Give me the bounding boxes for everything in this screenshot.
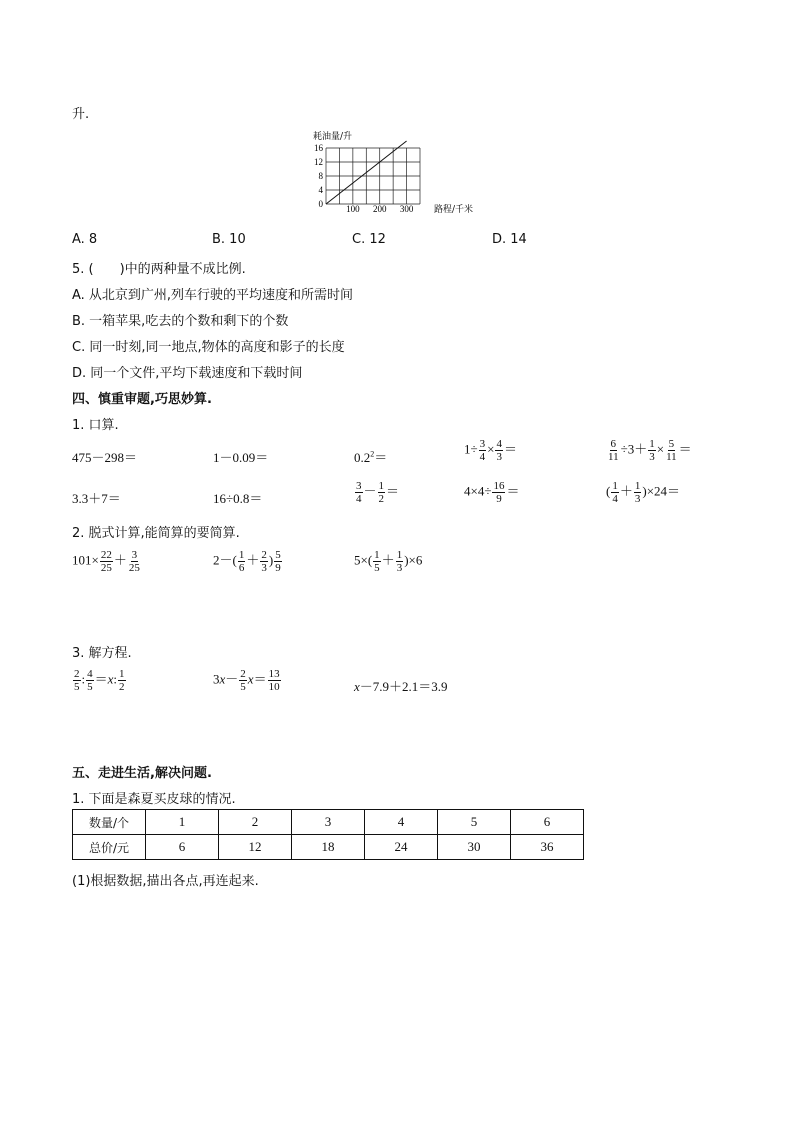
eq-1: $\frac{2}{5}$ : $\frac{4}{5}$ ＝x: $\frac{1}{2}$ <box>74 668 125 693</box>
fuel-graph <box>305 128 495 218</box>
y-tick-label: 12 <box>314 157 323 167</box>
table-cell: 36 <box>511 835 584 860</box>
table-cell: 5 <box>438 810 511 835</box>
eq-3: x－7.9＋2.1＝3.9 <box>354 679 448 694</box>
eq-2: 3x－ $\frac{2}{5}$ x＝ $\frac{13}{10}$ <box>213 668 280 693</box>
table-cell: 12 <box>219 835 292 860</box>
q5-option-d: D. 同一个文件,平均下载速度和下载时间 <box>72 366 303 381</box>
graph-grid <box>326 148 420 204</box>
table-cell: 4 <box>365 810 438 835</box>
oral-b3: $\frac{3}{4}$ － $\frac{1}{2}$ ＝ <box>356 480 400 505</box>
q4-option-c: C. 12 <box>352 232 386 247</box>
oral-b5: ( $\frac{1}{4}$ ＋ $\frac{1}{3}$ )×24＝ <box>606 480 681 505</box>
steps-3: 5×( $\frac{1}{5}$ ＋ $\frac{1}{3}$ )×6 <box>354 549 423 574</box>
section5-q1: 1. 下面是森夏买皮球的情况. <box>72 792 236 807</box>
table-cell: 6 <box>511 810 584 835</box>
q4-option-a: A. 8 <box>72 232 98 247</box>
q4-option-d: D. 14 <box>492 232 527 247</box>
table-row <box>73 835 584 860</box>
purchase-table <box>72 809 584 860</box>
table-cell: 30 <box>438 835 511 860</box>
intro-tail: 升. <box>72 107 90 122</box>
oral-a3-exp: 2 <box>370 449 375 459</box>
section4-title: 四、慎重审题,巧思妙算. <box>72 392 212 407</box>
graph-ylabel: 耗油量/升 <box>313 132 353 142</box>
section5-title: 五、走进生活,解决问题. <box>72 766 212 781</box>
oral-a3-base: 0.2 <box>354 450 371 465</box>
table-header-count: 数量/个 <box>73 810 146 835</box>
steps-1: 101× $\frac{22}{25}$ ＋ $\frac{3}{25}$ <box>72 549 140 574</box>
y-tick-label: 8 <box>318 171 323 181</box>
table-cell: 18 <box>292 835 365 860</box>
q5-option-c: C. 同一时刻,同一地点,物体的高度和影子的长度 <box>72 340 345 355</box>
oral-a1: 475－298＝ <box>72 450 138 465</box>
table-cell: 2 <box>219 810 292 835</box>
y-tick-label: 4 <box>318 185 323 195</box>
table-header-total: 总价/元 <box>73 835 146 860</box>
oral-b2: 16÷0.8＝ <box>213 491 263 506</box>
q4-option-b: B. 10 <box>212 232 246 247</box>
eq-title: 3. 解方程. <box>72 646 132 661</box>
oral-a4: 1÷ $\frac{3}{4}$ × $\frac{4}{3}$ ＝ <box>464 438 517 463</box>
oral-a2: 1－0.09＝ <box>213 450 269 465</box>
x-tick-label: 100 <box>346 204 360 214</box>
x-tick-label: 300 <box>399 204 414 214</box>
steps-title: 2. 脱式计算,能简算的要简算. <box>72 526 240 541</box>
table-cell: 1 <box>146 810 219 835</box>
y-tick-label: 16 <box>314 143 323 153</box>
steps-2: 2－( $\frac{1}{6}$ ＋ $\frac{2}{3}$ ) $\frac{5}{9}$ <box>213 549 281 574</box>
oral-title: 1. 口算. <box>72 418 119 433</box>
y-tick-label: 0 <box>318 199 323 209</box>
table-cell: 3 <box>292 810 365 835</box>
oral-a5: $\frac{6}{11}$ ÷3＋ $\frac{1}{3}$ × $\frac{5}{11}$ ＝ <box>608 438 692 463</box>
oral-b1: 3.3＋7＝ <box>72 491 121 506</box>
x-tick-label: 200 <box>372 204 387 214</box>
oral-a3-tail: ＝ <box>374 450 388 465</box>
graph-xlabel: 路程/千米 <box>434 205 474 215</box>
table-row <box>73 810 584 835</box>
oral-b4: 4×4÷ $\frac{16}{9}$ ＝ <box>464 480 520 505</box>
q5-stem: 5. ( )中的两种量不成比例. <box>72 262 246 277</box>
graph-y-ticks <box>314 143 324 209</box>
graph-x-ticks <box>346 204 414 214</box>
table-cell: 6 <box>146 835 219 860</box>
q5-option-b: B. 一箱苹果,吃去的个数和剩下的个数 <box>72 314 289 329</box>
table-cell: 24 <box>365 835 438 860</box>
oral-a3 <box>354 447 387 466</box>
q5-option-a: A. 从北京到广州,列车行驶的平均速度和所需时间 <box>72 288 354 303</box>
section5-sub1: (1)根据数据,描出各点,再连起来. <box>72 874 259 889</box>
